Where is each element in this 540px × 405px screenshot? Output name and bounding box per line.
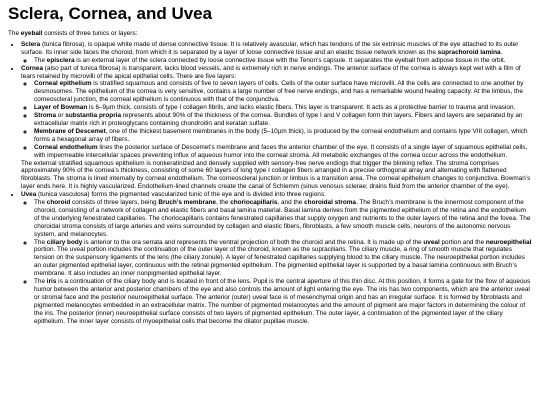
- list-item-membrane-of-descemet: [34, 128, 532, 144]
- term-cornea: Cornea: [21, 64, 44, 72]
- list-item-stroma: [34, 112, 532, 128]
- term-choriocapillaris: choriocapillaris: [230, 199, 278, 207]
- layer-text: represents about 90% of the thickness of the cornea. Bundles of type I and V collagen form thin layers. Fibers and layers are separated by an extracellular matrix rich in proteoglycans containing chondroitin and keratan sulfate.: [34, 112, 523, 127]
- choroid-text: . The Bruch’s membrane is the innermost component of the choroid, consisting of a network of collagen and elastic fibers and basal lamina material. Basal lamina derives from the pigmented epithelium of the retina and the endothelium of the underlying fenestrated capillaries. The choriocapillaris contains fenestrated capillaries that supply oxygen and nutrients to the outer layers of the retina and the fovea. The choroidal stroma consists of large arteries and veins surrounded by collagen and elastic fibers, fibroblasts, a few smooth muscle cells, neurons of the autonomic nervous system, and melanocytes.: [34, 199, 531, 238]
- iris-text: The: [34, 278, 47, 286]
- term-sclera: Sclera: [21, 40, 41, 48]
- term-corneal-endothelium: Corneal endothelium: [34, 143, 98, 151]
- term-episclera: episclera: [46, 56, 75, 64]
- list-item-corneal-epithelium: [34, 80, 532, 104]
- list-item-layer-of-bowman: [34, 104, 532, 112]
- term-suprachoroid-lamina: suprachoroid lamina: [437, 48, 501, 56]
- term-membrane-of-descemet: Membrane of Descemet: [34, 127, 106, 135]
- term-layer-of-bowman: Layer of Bowman: [34, 104, 88, 112]
- cornea-summary: The external stratified squamous epithelium is nonkeratinized and densely supplied with sensory-free nerve endings that trigger the blinking reflex. The stroma comprises approximately 90% of the cornea’s thickness, consisting of some 60 layers of long type I collagen fibers arranged in a precise orthogonal array and alternating with flattened fibroblasts. The stroma is lined internally by corneal endothelium. The corneoscleral junction or limbus is a transition area. The corneal epithelium changes to conjunctiva. Bowman’s layer ends here. It is highly vascularized. Endothelium-lined channels create the canal of Schlemm (sinus venosus sclerae; drains fluid from the anterior chamber of the eye).: [21, 159, 531, 191]
- sclera-text: .: [500, 48, 503, 56]
- episclera-text: is an external layer of the sclera connected by loose connective tissue with the Tenon’s capsule. It separates the eyeball from adipose tissue in the orbit.: [74, 56, 506, 64]
- ciliary-text: portion. The uveal portion includes the continuation of the outer layer of the choroid, known as the supraciliaris. The ciliary muscle, a ring of smooth muscle that regulates tension on the suspensory ligaments of the lens (the ciliary zonule). A layer of fenestrated capillaries supplying blood to the ciliary muscle. The neuroepithelial portion includes an outer pigmented epithelial layer, continuous with the retinal pigmented epithelium. The pigmented epithelial layer is supported by a basal lamina continuous with Bruch’s membrane. It also includes an inner nonpigmented epithelial layer.: [34, 246, 525, 278]
- list-item-episclera: [34, 57, 532, 65]
- list-item-choroid: [34, 199, 532, 239]
- term-iris: iris: [46, 278, 57, 286]
- list-item-iris: [34, 278, 532, 325]
- ciliary-text: is anterior to the ora serrata and represents the ventral projection of both the choroid and the retina. It is made up of the: [82, 238, 424, 246]
- layer-text: lines the posterior surface of Descemet’s membrane and faces the anterior chamber of the eye. It consists of a single layer of squamous epithelial cells, with impermeable intercellular spaces preventing influx of aqueous humor into the corneal stroma. All metabolic exchanges of the cornea occur across the endothelium.: [34, 143, 528, 159]
- term-choroid: choroid: [46, 199, 71, 207]
- iris-text: is a continuation of the ciliary body and is located in front of the lens. Pupil is the central aperture of this thin disc. At this position, it forms a gate for the flow of aqueous humor between the anterior and posterior chambers of the eye and also controls the amount of light entering the eye. The iris has two components, which are the anterior uveal or stromal face and the posterior neuroepithelial surface. The anterior (outer) uveal face is of mesenchymal origin and has an irregular surface. It is formed by fibroblasts and pigmented melanocytes embedded in an extracellular matrix. The number of pigmented melanocytes and the amount of pigment are major factors in determining the colour of the iris. The posterior (inner) neuroepithelial surface consists of two layers of pigmented epithelium. The outer layer, a continuation of the pigmented layer of the ciliary epithelium. The inner layer consists of myoepithelial cells that become the dilator pupillae muscle.: [34, 278, 531, 325]
- ciliary-text: portion and the: [439, 238, 486, 246]
- term-substantia-propria: substantia propria: [65, 112, 122, 120]
- term-ciliary-body: ciliary body: [46, 238, 83, 246]
- choroid-text: consists of three layers, being: [70, 199, 159, 207]
- ciliary-text: The: [34, 238, 47, 246]
- intro-paragraph: [8, 30, 532, 38]
- cornea-layers-list: [21, 80, 532, 159]
- layer-text: , one of the thickest basement membranes in the body (5–10µm thick), is produced by the corneal endothelium and contains type VIII collagen, which forms a hexagonal array of fibers.: [34, 127, 528, 143]
- intro-text: consists of three tunics or layers:: [42, 30, 138, 37]
- choroid-text: The: [34, 199, 47, 207]
- list-item-sclera: [21, 41, 532, 65]
- uvea-regions-list: [21, 199, 532, 326]
- layer-text: is stratified squamous and consists of five to seven layers of cells. Cells of the outer surface have microvilli. All the cells are connected to one another by desmosomes. The epithelium of the cornea is very sensitive, contains a large number of free nerve endings, and has a remarkable wound healing capacity. At the limbus, the corneoscleral junction, the corneal epithelium is continuous with that of the conjunctiva.: [34, 80, 524, 104]
- sclera-sublist: [21, 57, 532, 65]
- layer-text: or: [56, 112, 66, 120]
- term-uveal: uveal: [423, 238, 440, 246]
- intro-text: The: [8, 30, 21, 37]
- document-body: [8, 30, 532, 326]
- episclera-text: The: [34, 56, 47, 64]
- list-item-uvea: [21, 191, 532, 325]
- sclera-text: (tunica fibrosa), is opaque white made of dense connective tissue. It is relatively avascular, which has tendons of the six extrinsic muscles of the eye attached to its outer surface. Its inner side faces the choroid, from which it is separated by a layer of loose connective tissue and an elastic tissue network known as the: [21, 40, 519, 56]
- choroid-text: , and the: [277, 199, 305, 207]
- term-neuroepithelial: neuroepithelial: [485, 238, 532, 246]
- list-item-corneal-endothelium: [34, 144, 532, 160]
- uvea-text: (tunica vasculosa) forms the pigmented vascularized tunic of the eye and is divided into three regions:: [36, 191, 326, 199]
- choroid-text: , the: [215, 199, 231, 207]
- term-bruchs-membrane: Bruch’s membrane: [158, 199, 216, 207]
- term-stroma: Stroma: [34, 112, 57, 120]
- list-item-ciliary-body: [34, 239, 532, 279]
- term-corneal-epithelium: Corneal epithelium: [34, 80, 92, 88]
- list-item-cornea: [21, 65, 532, 192]
- tunics-list: [8, 41, 532, 326]
- term-choroidal-stroma: choroidal stroma: [304, 199, 356, 207]
- intro-term: eyeball: [20, 30, 43, 37]
- term-uvea: Uvea: [21, 191, 37, 199]
- cornea-text: (also part of tunica fibrosa) is transparent, lacks blood vessels, and is extremely rich in nerve endings. The anterior surface of the cornea is always kept wet with a film of tears retained by microvilli of the apical epithelial cells. There are five layers:: [21, 64, 521, 80]
- layer-text: is 6–9µm thick, consists of type I collagen fibrils, and lacks elastic fibers. This layer is transparent. It acts as a protective barrier to trauma and invasion.: [87, 104, 516, 112]
- page-title: Sclera, Cornea, and Uvea: [8, 4, 213, 23]
